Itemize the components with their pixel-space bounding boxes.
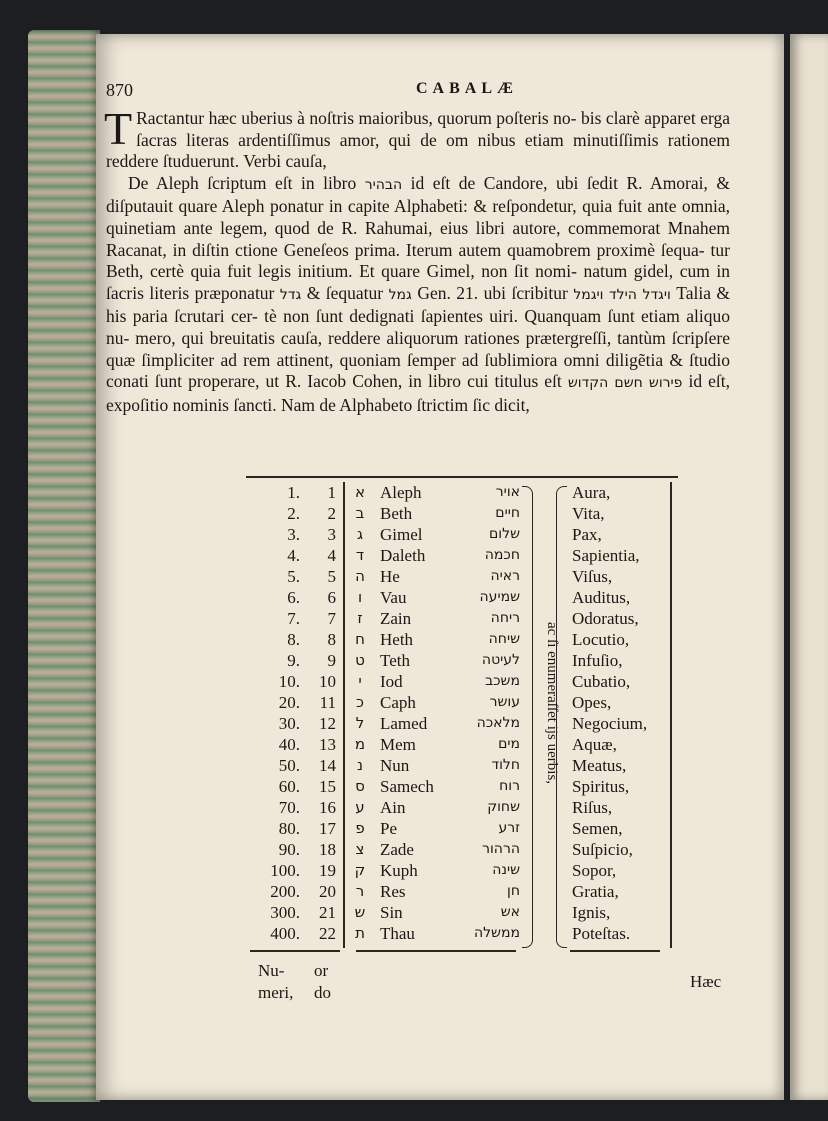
order-number-cell: 3 bbox=[327, 525, 336, 544]
latin-meaning-cell: Riſus, bbox=[572, 798, 613, 817]
hebrew-book-title: פירוש חשם הקדוש bbox=[567, 375, 683, 392]
latin-meaning-cell: Opes, bbox=[572, 693, 612, 712]
numeric-value-cell: 5. bbox=[287, 567, 300, 586]
hebrew-word-cell: לעיטה bbox=[481, 652, 520, 668]
paragraph-2-text-a: De Aleph ſcriptum eſt in libro bbox=[128, 172, 357, 193]
hebrew-letter-column bbox=[348, 482, 372, 944]
hebrew-word-cell: מלאכה bbox=[476, 715, 520, 731]
numeric-value-cell: 9. bbox=[287, 651, 300, 670]
label-numeri-1: Nu- bbox=[258, 961, 285, 980]
numeric-value-cell: 90. bbox=[278, 840, 300, 859]
numeric-value-cell: 70. bbox=[278, 798, 300, 817]
left-brace bbox=[522, 486, 533, 948]
hebrew-letter-cell: ח bbox=[355, 630, 365, 648]
letter-name-cell: Samech bbox=[380, 777, 434, 796]
table-bottom-rule-left bbox=[250, 950, 340, 952]
hebrew-quote-genesis: ויגדל הילד ויגמל bbox=[573, 286, 671, 303]
numeric-value-cell: 200. bbox=[270, 882, 300, 901]
latin-meaning-cell: Semen, bbox=[572, 819, 623, 838]
order-number-cell: 7 bbox=[327, 609, 336, 628]
hebrew-word-cell: אש bbox=[500, 904, 520, 920]
hebrew-word-cell: ריחה bbox=[490, 610, 520, 626]
numeric-value-cell: 10. bbox=[278, 672, 300, 691]
paragraph-2 bbox=[106, 173, 730, 417]
latin-meaning-cell: Odoratus, bbox=[572, 609, 639, 628]
hebrew-letter-cell: ת bbox=[355, 924, 365, 942]
order-number-cell: 10 bbox=[319, 672, 336, 691]
paragraph-2-text-f: id eſt, expoſitio nominis ſancti. Nam de Alphabeto ſtrictim ſic dicit, bbox=[106, 371, 730, 415]
order-number-cell: 13 bbox=[319, 735, 336, 754]
hebrew-word-column bbox=[440, 482, 520, 944]
numeric-value-cell: 3. bbox=[287, 525, 300, 544]
numeric-value-cell: 2. bbox=[287, 504, 300, 523]
letter-name-cell: Heth bbox=[380, 630, 414, 649]
hebrew-word-cell: אויר bbox=[495, 484, 520, 500]
numeric-value-cell: 40. bbox=[278, 735, 300, 754]
letter-name-cell: Ain bbox=[380, 798, 406, 817]
hebrew-letter-cell: נ bbox=[356, 756, 363, 774]
right-table-border bbox=[670, 482, 672, 948]
hebrew-word-cell: חיים bbox=[495, 505, 520, 521]
hebrew-letter-cell: ל bbox=[355, 714, 365, 732]
latin-meaning-cell: Locutio, bbox=[572, 630, 630, 649]
letter-name-cell: Iod bbox=[380, 672, 403, 691]
numeric-value-cell: 4. bbox=[287, 546, 300, 565]
latin-meaning-cell: Negocium, bbox=[572, 714, 648, 733]
label-ordo-1: or bbox=[314, 961, 329, 980]
hebrew-word-cell: חלוד bbox=[491, 757, 520, 773]
table-bottom-rule-middle bbox=[356, 950, 516, 952]
hebrew-letter-cell: ו bbox=[357, 588, 363, 606]
latin-meaning-cell: Poteſtas. bbox=[572, 924, 631, 943]
paragraph-2-text-d: Gen. 21. ubi ſcribitur bbox=[417, 282, 568, 303]
hebrew-letter-cell: ע bbox=[355, 798, 365, 816]
hebrew-word-cell: משכב bbox=[485, 673, 520, 689]
latin-meaning-cell: Vita, bbox=[572, 504, 605, 523]
latin-meaning-column bbox=[572, 482, 682, 944]
hebrew-word-cell: שיחה bbox=[488, 631, 520, 647]
hebrew-letter-cell: צ bbox=[355, 840, 365, 858]
letter-name-cell: Gimel bbox=[380, 525, 423, 544]
column-divider bbox=[343, 482, 345, 948]
order-number-cell: 6 bbox=[327, 588, 336, 607]
alphabet-table bbox=[250, 482, 680, 952]
letter-name-cell: Res bbox=[380, 882, 406, 901]
letter-name-cell: Nun bbox=[380, 756, 410, 775]
numeric-value-cell: 60. bbox=[278, 777, 300, 796]
page-number: 870 bbox=[106, 80, 133, 100]
hebrew-word-cell: ראיה bbox=[490, 568, 520, 584]
book-edge bbox=[28, 30, 100, 1102]
letter-name-cell: Teth bbox=[380, 651, 410, 670]
letter-name-cell: Zade bbox=[380, 840, 414, 859]
hebrew-word-cell: שלום bbox=[489, 526, 520, 542]
numeric-value-cell: 30. bbox=[278, 714, 300, 733]
hebrew-word-cell: חכמה bbox=[484, 547, 520, 563]
body-text bbox=[104, 103, 731, 416]
label-ordo-2: do bbox=[314, 983, 331, 1002]
letter-name-cell: Aleph bbox=[380, 483, 422, 502]
order-number-cell: 22 bbox=[319, 924, 336, 943]
paragraph-1-text: Ractantur hæc uberius à noſtris maioribus, quorum poſteris no- bis clarè apparet erga ſacras literas ardentiſſimus amor, qui de om nibus etiam minutiſſimis rationem reddere ſtuduerunt. Verbi cauſa, bbox=[106, 108, 730, 172]
hebrew-letter-cell: ק bbox=[354, 861, 366, 879]
hebrew-word-cell: רוח bbox=[499, 778, 520, 794]
latin-meaning-cell: Spiritus, bbox=[572, 777, 630, 796]
letter-name-cell: He bbox=[380, 567, 400, 586]
hebrew-word-cell: שחוק bbox=[487, 799, 520, 815]
latin-meaning-cell: Sapientia, bbox=[572, 546, 640, 565]
hebrew-letter-cell: פ bbox=[355, 819, 365, 837]
numeric-value-cell: 50. bbox=[278, 756, 300, 775]
letter-name-cell: Lamed bbox=[380, 714, 428, 733]
hebrew-word-gadal: גדל bbox=[279, 286, 302, 303]
numeric-value-cell: 8. bbox=[287, 630, 300, 649]
numeric-value-cell: 300. bbox=[270, 903, 300, 922]
running-head: CABALÆ bbox=[416, 80, 519, 97]
order-number-cell: 4 bbox=[327, 546, 336, 565]
hebrew-letter-cell: ב bbox=[355, 504, 365, 522]
order-number-cell: 9 bbox=[327, 651, 336, 670]
label-numeri-2: meri, bbox=[258, 983, 294, 1002]
hebrew-word-cell: ממשלה bbox=[473, 925, 520, 941]
latin-meaning-cell: Auditus, bbox=[572, 588, 631, 607]
order-number-cell: 18 bbox=[319, 840, 336, 859]
hebrew-word-habahir: הבהיר bbox=[364, 176, 403, 193]
hebrew-letter-cell: מ bbox=[354, 735, 366, 753]
order-number-cell: 11 bbox=[319, 693, 336, 712]
hebrew-letter-cell: ד bbox=[355, 546, 365, 564]
hebrew-letter-cell: ה bbox=[355, 567, 365, 585]
order-column bbox=[300, 482, 336, 944]
numeric-value-cell: 100. bbox=[270, 861, 300, 880]
latin-meaning-cell: Aquæ, bbox=[572, 735, 617, 754]
numeric-value-cell: 400. bbox=[270, 924, 300, 943]
hebrew-word-cell: זרע bbox=[498, 820, 520, 836]
order-number-cell: 12 bbox=[319, 714, 336, 733]
latin-meaning-cell: Cubatio, bbox=[572, 672, 631, 691]
hebrew-word-gamal: גמל bbox=[388, 286, 412, 303]
order-number-cell: 8 bbox=[327, 630, 336, 649]
paragraph-2-text-c: & ſequatur bbox=[306, 282, 384, 303]
paragraph-2-text-b: id eſt de Candore, ubi ſedit R. Amorai, & diſputauit quare Aleph ponatur in capite Alphabeti: & reſpondetur, quia fuit ante omnia, quinetiam ante legem, quod de R. Rahumai, eius libri autore, commemorat Mnahem Racanat, in diſtin ctione Geneſeos prima. Iterum autem quamobrem proximè ſequa- tur Beth, certè quia fuit legis initium. Et quare Gimel, non ſit nomi- natum gidel, cum in ſacris literis præponatur bbox=[106, 172, 731, 303]
paragraph-2-text-e: Talia & his paria ſcrutari cer- tè non ſunt dedignati ſapientes uiri. Quanquam ſunt etiam aliquo nu- mero, qui breuitatis cauſa, reddere aliquorum rationes prætergreſſi, tantùm ſcripſere quæ ſimpliciter ad rem attinent, quoniam ſemper ad ſublimiora omni diligẽtia & ſtudio conati ſunt properare, ut R. Iacob Cohen, in libro cui titulus eſt bbox=[106, 282, 731, 392]
letter-name-cell: Sin bbox=[380, 903, 403, 922]
letter-name-cell: Mem bbox=[380, 735, 416, 754]
order-number-cell: 2 bbox=[327, 504, 336, 523]
order-number-cell: 21 bbox=[319, 903, 336, 922]
order-number-cell: 5 bbox=[327, 567, 336, 586]
hebrew-word-cell: שמיעה bbox=[479, 589, 520, 605]
order-number-cell: 14 bbox=[319, 756, 336, 775]
order-number-cell: 15 bbox=[319, 777, 336, 796]
hebrew-letter-cell: ש bbox=[354, 903, 366, 921]
order-number-cell: 20 bbox=[319, 882, 336, 901]
hebrew-letter-cell: ג bbox=[356, 525, 364, 543]
table-top-rule bbox=[246, 476, 678, 478]
page-header bbox=[106, 80, 726, 104]
latin-meaning-cell: Aura, bbox=[572, 483, 611, 502]
order-number-cell: 17 bbox=[319, 819, 336, 838]
latin-meaning-cell: Ignis, bbox=[572, 903, 611, 922]
latin-meaning-cell: Infuſio, bbox=[572, 651, 623, 670]
hebrew-word-cell: מים bbox=[498, 736, 520, 752]
latin-meaning-cell: Gratia, bbox=[572, 882, 619, 901]
facing-page-edge bbox=[790, 34, 828, 1100]
hebrew-letter-cell: כ bbox=[356, 693, 364, 711]
vertical-note: ac ſi enumeraſſet ijs uerbis, bbox=[544, 622, 560, 785]
numeric-value-cell: 7. bbox=[287, 609, 300, 628]
hebrew-word-cell: חן bbox=[507, 883, 520, 899]
numeric-value-cell: 80. bbox=[278, 819, 300, 838]
right-brace bbox=[556, 486, 567, 948]
letter-name-cell: Zain bbox=[380, 609, 412, 628]
numeric-value-column bbox=[250, 482, 300, 944]
letter-name-cell: Caph bbox=[380, 693, 416, 712]
drop-cap: T bbox=[104, 103, 133, 154]
hebrew-letter-cell: א bbox=[354, 483, 366, 501]
paragraph-1 bbox=[104, 103, 730, 173]
letter-name-cell: Kuph bbox=[380, 861, 418, 880]
catchword: Hæc bbox=[690, 972, 722, 991]
latin-meaning-cell: Viſus, bbox=[572, 567, 613, 586]
letter-name-cell: Beth bbox=[380, 504, 413, 523]
letter-name-cell: Pe bbox=[380, 819, 397, 838]
order-number-cell: 16 bbox=[319, 798, 336, 817]
latin-meaning-cell: Sopor, bbox=[572, 861, 617, 880]
numeric-value-cell: 20. bbox=[278, 693, 300, 712]
latin-meaning-cell: Pax, bbox=[572, 525, 602, 544]
latin-meaning-cell: Suſpicio, bbox=[572, 840, 633, 859]
letter-name-cell: Vau bbox=[380, 588, 407, 607]
letter-name-cell: Thau bbox=[380, 924, 415, 943]
hebrew-word-cell: שינה bbox=[492, 862, 520, 878]
order-number-cell: 1 bbox=[327, 483, 336, 502]
letter-name-cell: Daleth bbox=[380, 546, 426, 565]
numeric-value-cell: 1. bbox=[287, 483, 300, 502]
hebrew-letter-cell: י bbox=[358, 672, 362, 690]
hebrew-word-cell: עושר bbox=[489, 694, 520, 710]
hebrew-letter-cell: ס bbox=[355, 777, 365, 795]
hebrew-word-cell: הרהור bbox=[482, 841, 520, 857]
table-bottom-rule-right bbox=[570, 950, 660, 952]
numeric-value-cell: 6. bbox=[287, 588, 300, 607]
hebrew-letter-cell: ר bbox=[355, 882, 365, 900]
hebrew-letter-cell: ז bbox=[357, 609, 363, 627]
hebrew-letter-cell: ט bbox=[355, 651, 365, 669]
order-number-cell: 19 bbox=[319, 861, 336, 880]
latin-meaning-cell: Meatus, bbox=[572, 756, 627, 775]
